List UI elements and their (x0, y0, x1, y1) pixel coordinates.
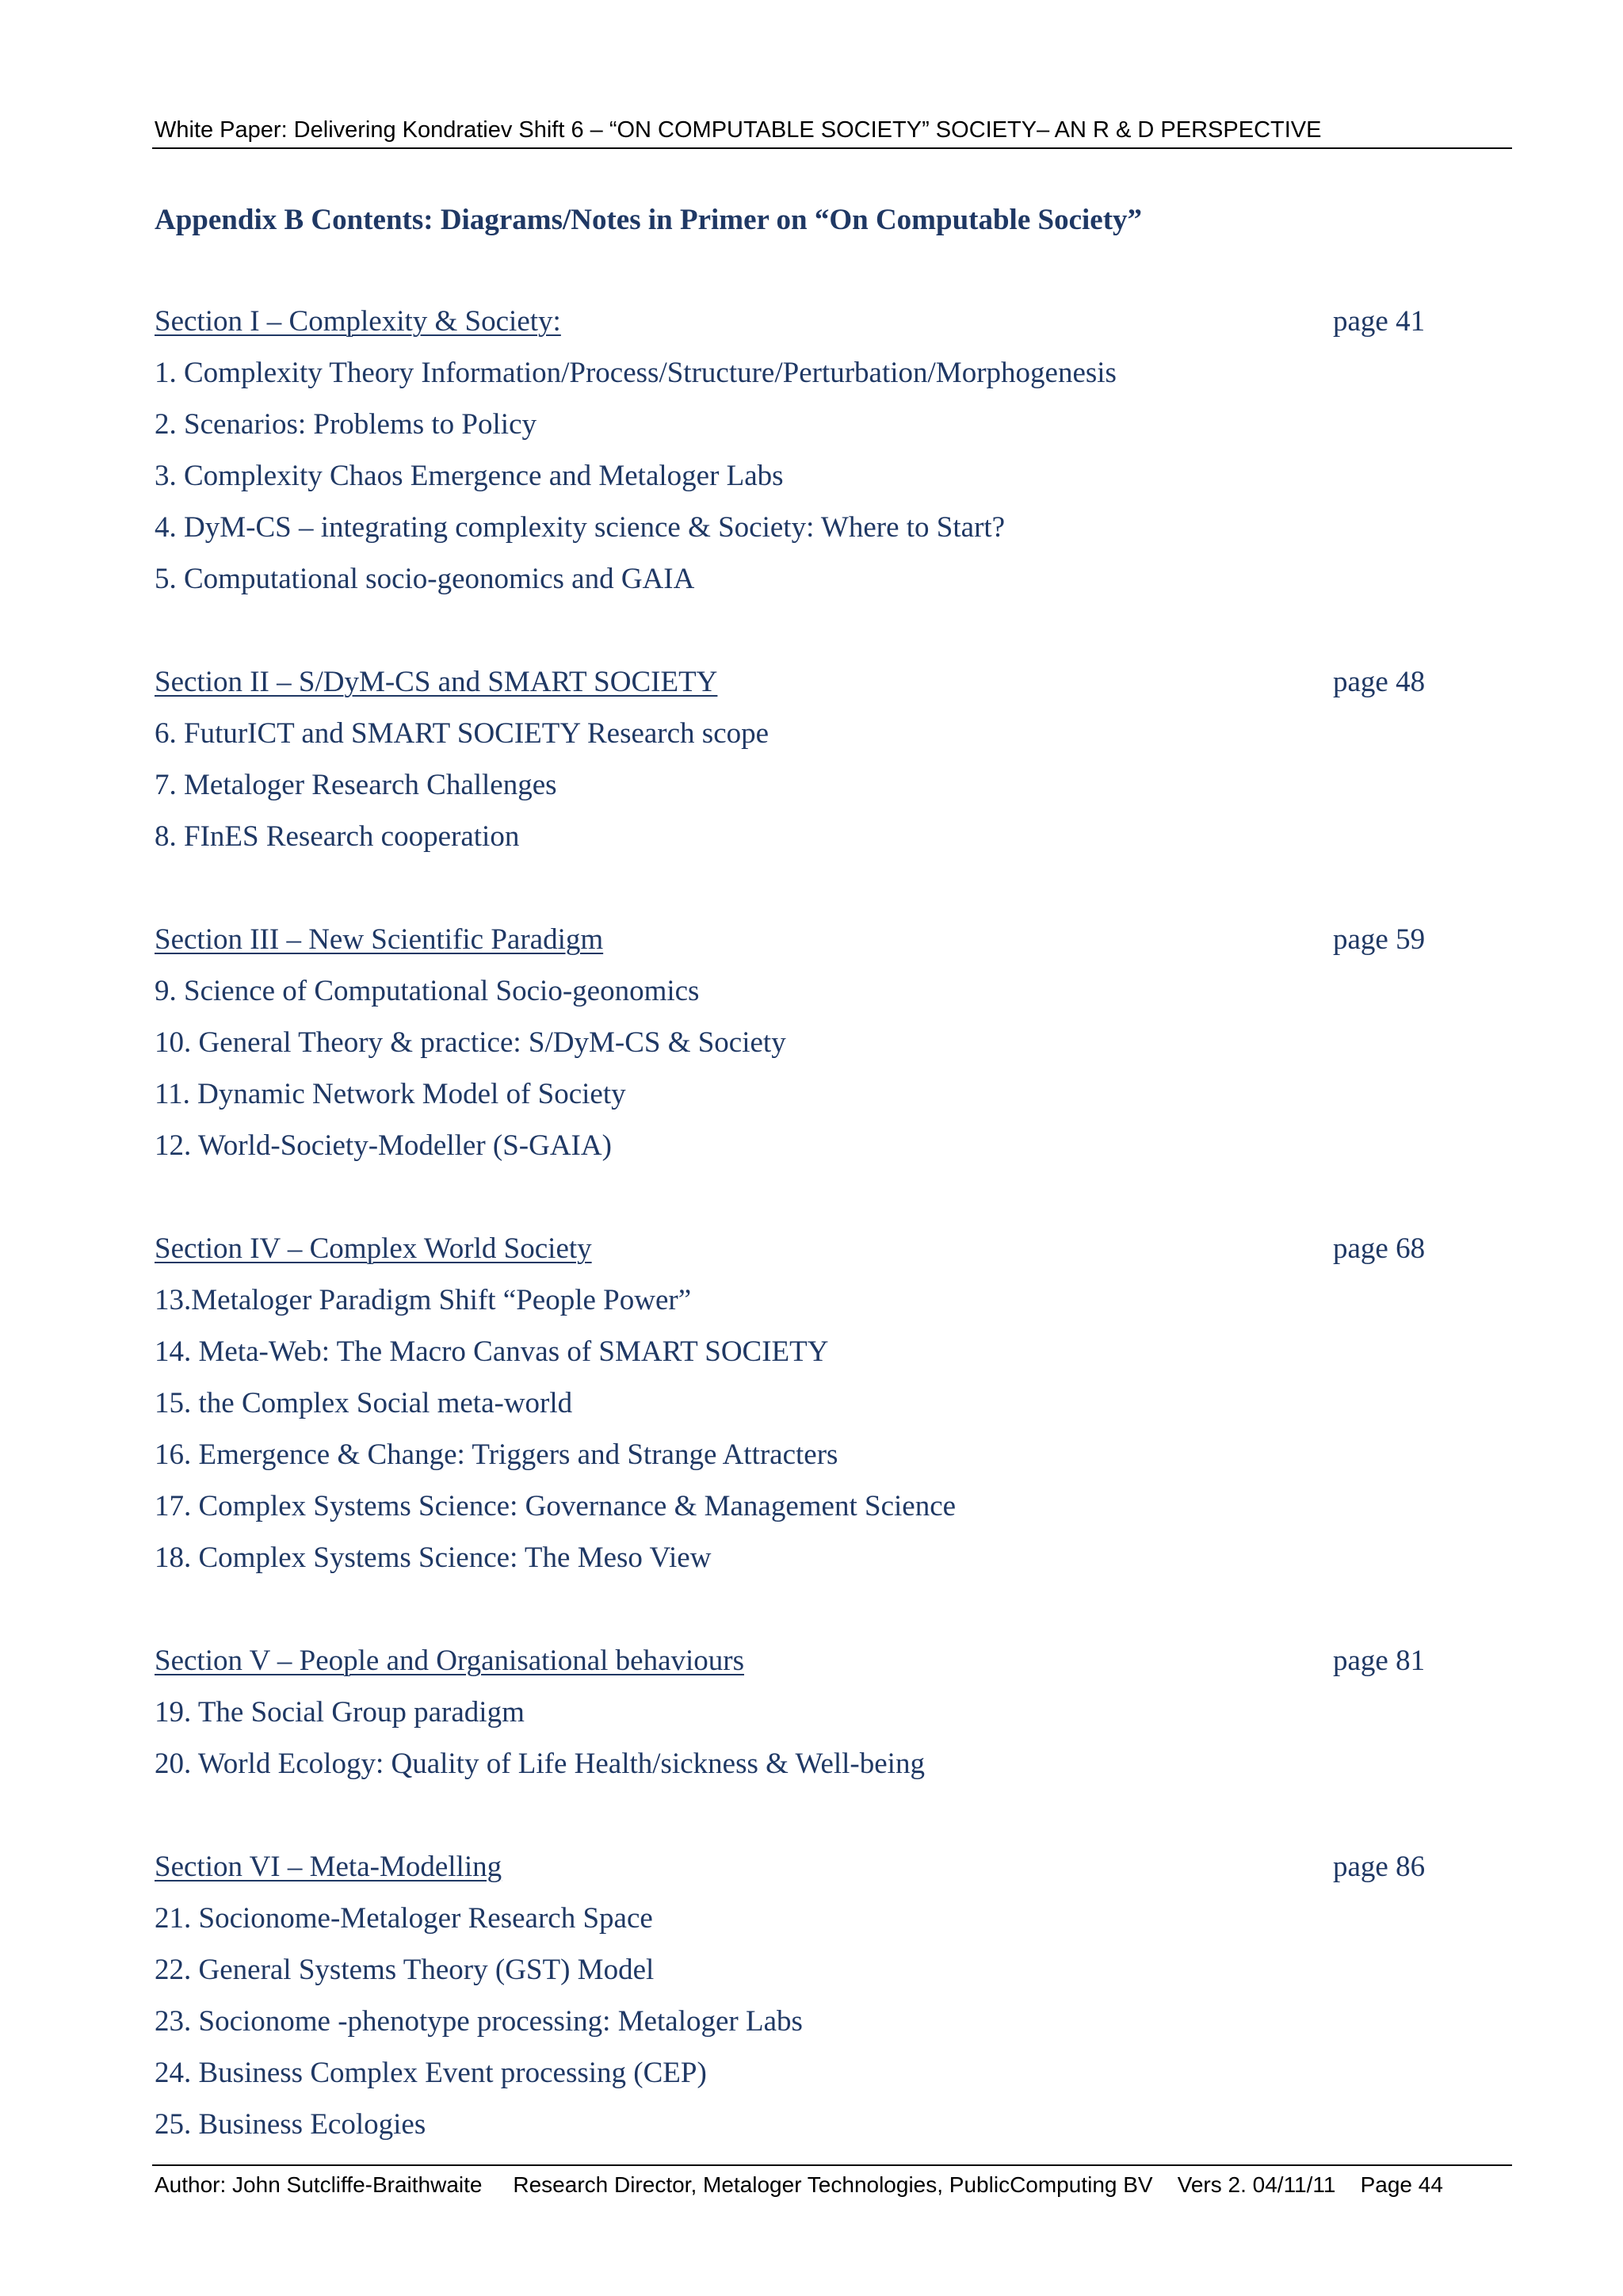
section-heading-row (155, 1228, 1442, 1280)
contents-item: 13.Metaloger Paradigm Shift “People Power” (155, 1284, 692, 1316)
section-heading-row (155, 662, 1442, 713)
section-spacer (155, 868, 1442, 919)
footer-divider (152, 2164, 1512, 2166)
section-2 (155, 662, 1442, 868)
running-footer: Author: John Sutcliffe-Braithwaite Research Director, Metaloger Technologies, PublicComputing BV Vers 2. 04/11/11 Page 44 (155, 2172, 1443, 2197)
contents-list (155, 301, 1442, 2156)
contents-item: 9. Science of Computational Socio-geonomics (155, 975, 700, 1007)
section-page-ref: page 68 (1333, 1232, 1426, 1265)
contents-item: 22. General Systems Theory (GST) Model (155, 1954, 655, 1986)
contents-item: 15. the Complex Social meta-world (155, 1387, 573, 1419)
contents-item: 21. Socionome-Metaloger Research Space (155, 1902, 653, 1935)
section-3 (155, 919, 1442, 1177)
contents-item: 20. World Ecology: Quality of Life Health/sickness & Well-being (155, 1748, 925, 1780)
contents-item: 14. Meta-Web: The Macro Canvas of SMART SOCIETY (155, 1335, 829, 1368)
section-heading: Section I – Complexity & Society: (155, 305, 561, 338)
contents-item: 6. FuturICT and SMART SOCIETY Research scope (155, 717, 769, 750)
contents-item: 5. Computational socio-geonomics and GAIA (155, 563, 695, 595)
contents-item: 16. Emergence & Change: Triggers and Strange Attracters (155, 1438, 838, 1471)
section-heading: Section IV – Complex World Society (155, 1232, 592, 1265)
contents-item: 1. Complexity Theory Information/Process/Structure/Perturbation/Morphogenesis (155, 357, 1117, 389)
section-page-ref: page 41 (1333, 305, 1426, 338)
section-heading-row (155, 301, 1442, 353)
section-heading: Section II – S/DyM-CS and SMART SOCIETY (155, 666, 718, 698)
contents-item: 24. Business Complex Event processing (CEP) (155, 2057, 707, 2089)
contents-item: 18. Complex Systems Science: The Meso View (155, 1541, 712, 1574)
section-heading: Section VI – Meta-Modelling (155, 1851, 502, 1883)
contents-item: 3. Complexity Chaos Emergence and Metaloger Labs (155, 460, 784, 492)
contents-item: 12. World-Society-Modeller (S-GAIA) (155, 1129, 612, 1162)
section-heading-row (155, 919, 1442, 971)
section-5 (155, 1641, 1442, 1795)
contents-item: 19. The Social Group paradigm (155, 1696, 525, 1729)
section-page-ref: page 86 (1333, 1851, 1426, 1883)
section-page-ref: page 48 (1333, 666, 1426, 698)
section-page-ref: page 81 (1333, 1645, 1426, 1677)
section-6 (155, 1847, 1442, 2156)
section-heading: Section V – People and Organisational behaviours (155, 1645, 744, 1677)
running-header: White Paper: Delivering Kondratiev Shift 6 – “ON COMPUTABLE SOCIETY” SOCIETY– AN R & D PERSPECTIVE (155, 117, 1322, 143)
section-spacer (155, 1589, 1442, 1641)
section-page-ref: page 59 (1333, 923, 1426, 956)
contents-item: 2. Scenarios: Problems to Policy (155, 408, 537, 441)
section-heading-row (155, 1847, 1442, 1898)
section-heading-row (155, 1641, 1442, 1692)
section-1 (155, 301, 1442, 610)
contents-item: 23. Socionome -phenotype processing: Metaloger Labs (155, 2005, 803, 2038)
section-spacer (155, 1177, 1442, 1228)
contents-item: 8. FInES Research cooperation (155, 820, 520, 853)
section-heading: Section III – New Scientific Paradigm (155, 923, 604, 956)
contents-item: 25. Business Ecologies (155, 2108, 426, 2141)
contents-item: 10. General Theory & practice: S/DyM-CS & Society (155, 1026, 786, 1059)
contents-item: 11. Dynamic Network Model of Society (155, 1078, 626, 1110)
contents-item: 4. DyM-CS – integrating complexity science & Society: Where to Start? (155, 511, 1006, 544)
contents-item: 7. Metaloger Research Challenges (155, 769, 557, 801)
section-spacer (155, 610, 1442, 662)
contents-item: 17. Complex Systems Science: Governance & Management Science (155, 1490, 957, 1522)
section-spacer (155, 1795, 1442, 1847)
section-4 (155, 1228, 1442, 1589)
page-title: Appendix B Contents: Diagrams/Notes in Primer on “On Computable Society” (155, 204, 1143, 236)
header-divider (152, 147, 1512, 149)
